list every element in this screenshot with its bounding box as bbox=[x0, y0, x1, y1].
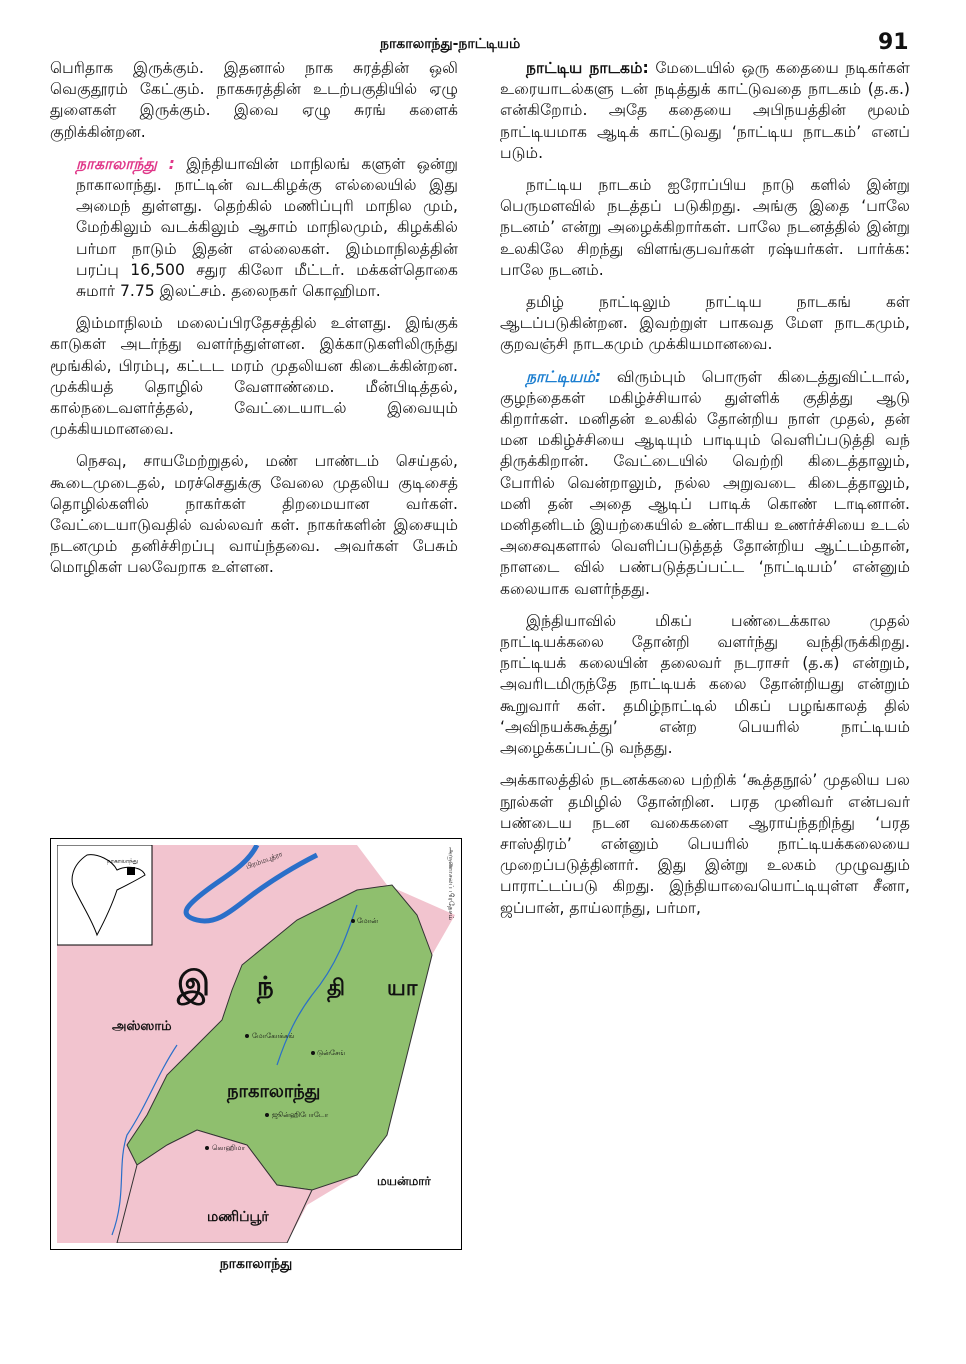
label-india-3: தி bbox=[327, 976, 346, 1001]
running-head: நாகாலாந்து-நாட்டியம் bbox=[380, 36, 521, 52]
right-paragraph-6: அக்காலத்தில் நடனக்கலை பற்றிக் ‘கூத்தநூல்’ முதலிய பல நூல்கள் தமிழில் தோன்றின. பரத முனிவர் என்பவர் பண்டைய நடன வகைகளை ஆராய்ந்தறிந்து ‘பரத சாஸ்திரம்’ என்னும் பெயரில் நாட்டியக்கலையை முறைப்படுத்தினார். இது இன்று உலகம் முழுவதும் பாராட்டப்படு கிறது. இந்தியாவையொட்டியுள்ள சீனா, ஜப்பான், தாய்லாந்து, பர்மா, bbox=[500, 771, 910, 917]
left-paragraph-nagaland bbox=[50, 154, 458, 302]
left-paragraph-4: நெசவு, சாயமேற்றுதல், மண் பாண்டம் செய்தல், கூடைமுடைதல், மரச்செதுக்கு வேலை முதலிய குடிசைத் தொழில்களில் நாகர்கள் திறமையான வர்கள். வேட்டையாடுவதில் வல்லவர் கள். நாகர்களின் இசையும் நடனமும் தனிச்சிறப்பு வாய்ந்தவை. அவர்கள் பேசும் மொழிகள் பலவேறாக உள்ளன. bbox=[50, 452, 458, 577]
label-myanmar: மயன்மார் bbox=[377, 1174, 431, 1188]
term-natyam: நாட்டியம்: bbox=[526, 367, 602, 386]
inset-label: நாகாலாந்து bbox=[107, 858, 139, 865]
term-dance-drama: நாட்டிய நாடகம்: bbox=[526, 59, 649, 77]
right-paragraph-natyam bbox=[500, 367, 910, 600]
page-header bbox=[0, 30, 966, 60]
town-kohima bbox=[205, 1146, 209, 1150]
natyam-text: விரும்பும் பொருள் கிடைத்துவிட்டால், குழந்தைகள் மகிழ்ச்சியால் துள்ளிக் குதித்து ஆடு கிறார்கள். மனிதன் உலகில் தோன்றிய நாள் முதல், தன் மன மகிழ்ச்சியை ஆடியும் பாடியும் வெளிப்படுத்தி வந் திருக்கிறான். வேட்டையில் வெற்றி கிடைத்தாலும், போரில் வென்றாலும், நல்ல அறுவடை கிடைத்தாலும், மனி தன் அதை ஆடிப் பாடிக் கொண் டாடினான். மனிதனிடம் இயற்கையில் உண்டாகிய உணர்ச்சியை உடல் அசைவுகளால் வெளிப்படுத்தத் தோன்றிய ஆட்டம்தான், நாளடை வில் பண்படுத்தப்பட்ட ‘நாட்டியம்’ என்னும் கலையாக வளர்ந்தது. bbox=[500, 367, 910, 598]
label-nagaland: நாகாலாந்து bbox=[227, 1081, 321, 1102]
label-india-4: யா bbox=[387, 976, 418, 1001]
town-tuensang bbox=[311, 1051, 315, 1055]
nagaland-text: இந்தியாவின் மாநிலங் களுள் ஒன்று நாகாலாந்து. நாட்டின் வடகிழக்கு எல்லையில் இது அமைந் துள்ளது. தெற்கில் மணிப்புரி மாநில மும், மேற்கிலும் வடக்கிலும் ஆசாம் மாநிலமும், கிழக்கில் பர்மா நாடும் இதன் எல்லைகள். இம்மாநிலத்தின் பரப்பு 16,500 சதுர கிலோ மீட்டர். மக்கள்தொகை சுமார் 7.75 இலட்சம். தலைநகர் கொஹிமா. bbox=[76, 154, 458, 301]
label-assam: அஸ்ஸாம் bbox=[112, 1019, 172, 1034]
label-tuensang: டுன்சேங் bbox=[317, 1049, 346, 1057]
label-zunheboto: ஜூன்ஹிபோடோ bbox=[272, 1111, 329, 1119]
map-svg bbox=[57, 845, 455, 1243]
nagaland-map bbox=[50, 838, 462, 1250]
town-mokokchung bbox=[245, 1034, 249, 1038]
right-paragraph-1 bbox=[500, 58, 910, 164]
town-mon bbox=[351, 919, 355, 923]
right-paragraph-3: தமிழ் நாட்டிலும் நாட்டிய நாடகங் கள் ஆடப்படுகின்றன. இவற்றுள் பாகவத மேள நாடகமும், குறவஞ்சி நாடகமும் முக்கியமானவை. bbox=[500, 293, 910, 354]
label-india-2: ந் bbox=[257, 972, 274, 1002]
left-paragraph-3: இம்மாநிலம் மலைப்பிரதேசத்தில் உள்ளது. இங்குக் காடுகள் அடர்ந்து வளர்ந்துள்ளன. இக்காடுகளிலிருந்து மூங்கில், பிரம்பு, கட்டட மரம் முதலியன கிடைக்கின்றன. முக்கியத் தொழில் வேளாண்மை. மீன்பிடித்தல், கால்நடைவளர்த்தல், வேட்டையாடல் இவையும் முக்கியமானவை. bbox=[50, 314, 458, 439]
map-caption: நாகாலாந்து bbox=[219, 1256, 293, 1272]
left-column bbox=[50, 58, 458, 590]
label-brahmaputra: பிரம்மபுத்ரா bbox=[244, 850, 284, 871]
right-paragraph-2: நாட்டிய நாடகம் ஐரோப்பிய நாடு களில் இன்று பெருமளவில் நடத்தப் படுகிறது. அங்கு இதை ‘பாலே நடனம்’ என்று அழைக்கிறார்கள். பாலே நடனத்தில் இன்று உலகிலே சிறந்து விளங்குபவர்கள் ரஷ்யர்கள். பார்க்க: பாலே நடனம். bbox=[500, 176, 910, 279]
label-mokokchung: மோகோக்சுங் bbox=[252, 1032, 295, 1040]
left-paragraph-1: பெரிதாக இருக்கும். இதனால் நாக சுரத்தின் ஒலி வெகுதூரம் கேட்கும். நாகசுரத்தின் உடற்பகுதியில் ஏழு துளைகள் இருக்கும். இவை ஏழு சுரங் களைக் குறிக்கின்றன. bbox=[50, 59, 458, 141]
inset-nagaland-marker bbox=[127, 867, 135, 875]
label-kohima: கொஹிமா bbox=[212, 1144, 246, 1152]
label-mon: மோன் bbox=[357, 917, 379, 925]
term-nagaland: நாகாலாந்து : bbox=[76, 154, 175, 173]
label-arunachal: அருணாசலப் பிரதேசம் bbox=[447, 847, 455, 920]
label-manipur: மணிப்பூர் bbox=[207, 1209, 269, 1225]
right-column bbox=[500, 58, 910, 930]
dance-drama-text: மேடையில் ஒரு கதையை நடிகர்கள் உரையாடல்களு டன் நடித்துக் காட்டுவதை நாடகம் (த.க.) என்கிறோம். அதே கதையை அபிநயத்தின் மூலம் நாட்டியமாக ஆடிக் காட்டுவது ‘நாட்டிய நாடகம்’ எனப் படும். bbox=[500, 59, 910, 162]
town-zunheboto bbox=[265, 1113, 269, 1117]
page-number: 91 bbox=[878, 30, 909, 55]
label-india-1: இ bbox=[177, 964, 211, 1004]
right-paragraph-5: இந்தியாவில் மிகப் பண்டைக்கால முதல் நாட்டியக்கலை தோன்றி வளர்ந்து வந்திருக்கிறது. நாட்டியக் கலையின் தலைவர் நடராசர் (த.க) என்றும், அவரிடமிருந்தே நாட்டியக் கலை தோன்றியது என்றும் கூறுவார் கள். தமிழ்நாட்டில் மிகப் பழங்காலத் தில் ‘அவிநயக்கூத்து’ என்ற பெயரில் நாட்டியம் அழைக்கப்பட்டு வந்தது. bbox=[500, 611, 910, 758]
